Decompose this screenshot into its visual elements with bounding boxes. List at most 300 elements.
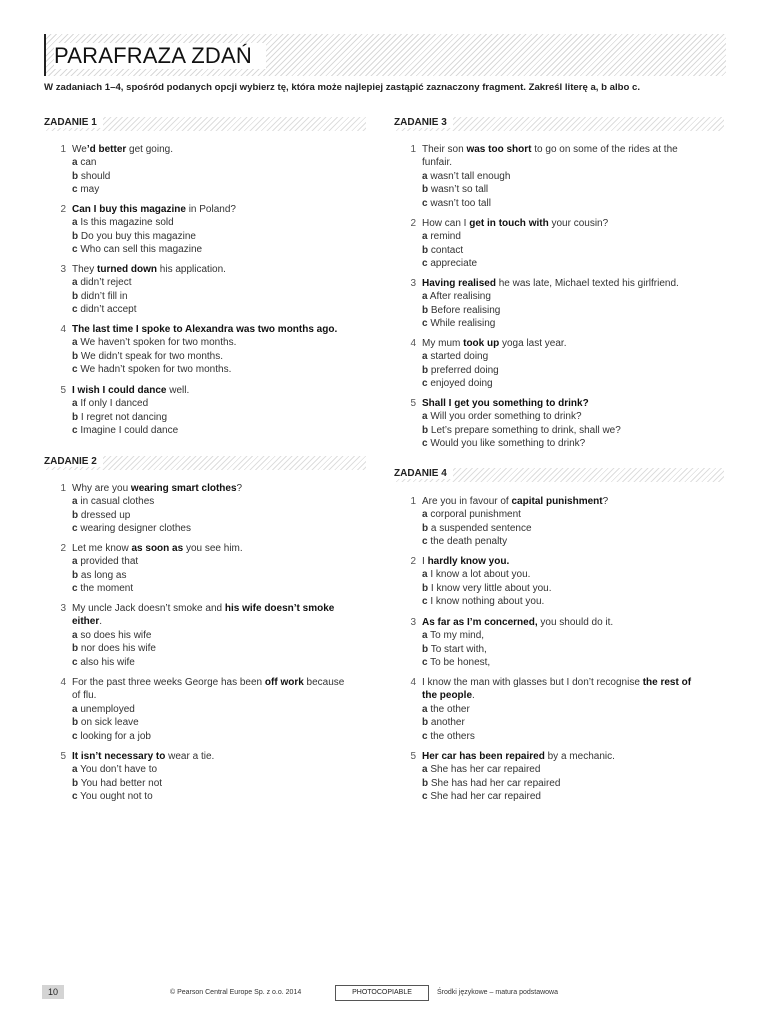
option-letter: b bbox=[422, 304, 429, 316]
question-stem bbox=[72, 482, 366, 495]
option-text: wearing designer clothes bbox=[77, 523, 191, 535]
question-body bbox=[72, 323, 366, 377]
answer-option[interactable] bbox=[72, 170, 366, 183]
answer-option[interactable] bbox=[72, 424, 366, 437]
answer-option[interactable] bbox=[422, 230, 724, 243]
question-body bbox=[72, 384, 366, 438]
answer-option[interactable] bbox=[72, 336, 366, 349]
option-letter: c bbox=[422, 258, 428, 270]
highlighted-fragment: ’d better bbox=[86, 144, 127, 155]
question-stem bbox=[422, 750, 724, 763]
option-text: didn’t fill in bbox=[78, 290, 128, 302]
highlighted-fragment: as soon as bbox=[131, 543, 184, 554]
option-text: enjoyed doing bbox=[427, 378, 493, 390]
highlighted-fragment: took up bbox=[463, 338, 500, 349]
highlighted-fragment: Shall I get you something to drink? bbox=[422, 398, 589, 409]
question-number: 5 bbox=[410, 398, 416, 409]
answer-option[interactable] bbox=[72, 276, 366, 289]
answer-option[interactable] bbox=[72, 363, 366, 376]
answer-option[interactable] bbox=[72, 303, 366, 316]
answer-option[interactable] bbox=[422, 244, 724, 257]
option-letter: c bbox=[72, 583, 78, 595]
answer-option[interactable] bbox=[422, 582, 724, 595]
answer-option[interactable] bbox=[72, 243, 366, 256]
question-body bbox=[72, 542, 366, 596]
option-letter: a bbox=[72, 337, 78, 349]
option-letter: c bbox=[72, 791, 78, 803]
section-heading-label: ZADANIE 2 bbox=[44, 456, 103, 467]
option-text: Before realising bbox=[428, 304, 501, 316]
option-text: the death penalty bbox=[427, 536, 508, 548]
option-letter: b bbox=[72, 290, 79, 302]
stem-text: We bbox=[72, 144, 87, 155]
question-stem bbox=[422, 616, 724, 629]
option-letter: c bbox=[72, 730, 78, 742]
question-stem-continued bbox=[422, 689, 724, 702]
option-letter: a bbox=[72, 703, 78, 715]
stem-text: of flu. bbox=[72, 690, 97, 702]
highlighted-fragment: It isn’t necessary to bbox=[72, 751, 166, 762]
option-text: didn’t reject bbox=[77, 277, 132, 289]
option-letter: b bbox=[422, 184, 429, 196]
answer-option[interactable] bbox=[72, 716, 366, 729]
option-text: Who can sell this magazine bbox=[77, 244, 203, 256]
option-letter: c bbox=[72, 523, 78, 535]
option-letter: c bbox=[72, 425, 78, 437]
stem-text: My uncle Jack doesn’t smoke and bbox=[72, 603, 225, 614]
highlighted-fragment: wearing smart clothes bbox=[130, 483, 237, 494]
option-letter: a bbox=[72, 496, 78, 508]
option-text: She had her car repaired bbox=[427, 791, 541, 803]
stem-text: your cousin? bbox=[548, 218, 609, 229]
option-letter: a bbox=[72, 764, 78, 776]
stem-text: you see him. bbox=[183, 543, 243, 554]
option-letter: a bbox=[422, 170, 428, 182]
option-text: remind bbox=[427, 231, 461, 243]
option-text: started doing bbox=[427, 351, 489, 363]
option-letter: a bbox=[422, 569, 428, 581]
question-number: 1 bbox=[60, 483, 66, 494]
option-letter: b bbox=[422, 777, 429, 789]
answer-option[interactable] bbox=[72, 411, 366, 424]
option-letter: c bbox=[72, 244, 78, 256]
answer-option[interactable] bbox=[72, 656, 366, 669]
stem-text: Their son bbox=[422, 144, 467, 155]
question-stem bbox=[422, 217, 724, 230]
answer-option[interactable] bbox=[72, 582, 366, 595]
question-number: 2 bbox=[60, 543, 66, 554]
question-number: 3 bbox=[60, 264, 66, 275]
photocopiable-label: PHOTOCOPIABLE bbox=[335, 985, 429, 1001]
option-letter: b bbox=[72, 777, 79, 789]
option-letter: b bbox=[422, 424, 429, 436]
option-text: as long as bbox=[78, 569, 127, 581]
question-stem bbox=[72, 384, 366, 397]
answer-option[interactable] bbox=[422, 377, 724, 390]
option-text: She has had her car repaired bbox=[428, 777, 561, 789]
answer-option[interactable] bbox=[422, 424, 724, 437]
question-stem bbox=[72, 602, 366, 615]
section-heading-label: ZADANIE 3 bbox=[394, 117, 453, 128]
option-letter: b bbox=[72, 717, 79, 729]
question-body bbox=[422, 676, 724, 743]
option-text: To my mind, bbox=[427, 630, 485, 642]
answer-option[interactable] bbox=[422, 629, 724, 642]
stem-text: his application. bbox=[157, 264, 226, 275]
question-number: 1 bbox=[410, 496, 416, 507]
question-stem bbox=[72, 542, 366, 555]
option-letter: c bbox=[422, 791, 428, 803]
option-letter: a bbox=[422, 703, 428, 715]
option-text: the others bbox=[427, 730, 475, 742]
question-stem bbox=[422, 337, 724, 350]
answer-option[interactable] bbox=[422, 364, 724, 377]
answer-option[interactable] bbox=[72, 642, 366, 655]
option-letter: c bbox=[422, 536, 428, 548]
stem-text: he was late, Michael texted his girlfriend. bbox=[495, 278, 679, 289]
option-text: I know very little about you. bbox=[428, 582, 552, 594]
highlighted-fragment: turned down bbox=[97, 264, 158, 275]
page-number: 10 bbox=[42, 985, 64, 999]
highlighted-fragment: the people bbox=[422, 690, 473, 702]
question-number: 1 bbox=[60, 144, 66, 155]
answer-option[interactable] bbox=[422, 508, 724, 521]
highlighted-fragment: off work bbox=[264, 677, 304, 688]
option-text: She has her car repaired bbox=[427, 764, 541, 776]
option-text: preferred doing bbox=[428, 364, 499, 376]
answer-option[interactable] bbox=[72, 350, 366, 363]
answer-option[interactable] bbox=[72, 495, 366, 508]
option-text: contact bbox=[428, 244, 464, 256]
option-letter: a bbox=[422, 351, 428, 363]
answer-option[interactable] bbox=[422, 595, 724, 608]
question-body bbox=[422, 616, 724, 670]
answer-option[interactable] bbox=[422, 643, 724, 656]
option-letter: a bbox=[422, 764, 428, 776]
highlighted-fragment: get in touch with bbox=[469, 218, 549, 229]
answer-option[interactable] bbox=[72, 290, 366, 303]
option-letter: c bbox=[72, 304, 78, 316]
question-stem bbox=[422, 495, 724, 508]
option-letter: a bbox=[72, 157, 78, 169]
option-letter: c bbox=[422, 730, 428, 742]
answer-option[interactable] bbox=[422, 410, 724, 423]
question-number: 5 bbox=[60, 751, 66, 762]
section-heading-label: ZADANIE 1 bbox=[44, 117, 103, 128]
option-text: Will you order something to drink? bbox=[427, 411, 582, 423]
highlighted-fragment: hardly know you. bbox=[427, 556, 510, 567]
question-body bbox=[422, 217, 724, 271]
question-number: 3 bbox=[410, 278, 416, 289]
stem-text: in Poland? bbox=[185, 204, 236, 215]
answer-option[interactable] bbox=[422, 703, 724, 716]
option-text: To start with, bbox=[428, 643, 487, 655]
option-text: After realising bbox=[427, 291, 491, 303]
stem-text: by a mechanic. bbox=[544, 751, 615, 762]
option-letter: b bbox=[72, 350, 79, 362]
option-letter: c bbox=[422, 197, 428, 209]
answer-option[interactable] bbox=[422, 197, 724, 210]
option-text: I know nothing about you. bbox=[427, 596, 545, 608]
answer-option[interactable] bbox=[422, 716, 724, 729]
question-body bbox=[422, 143, 724, 210]
option-text: We haven’t spoken for two months. bbox=[77, 337, 237, 349]
question-body bbox=[72, 676, 366, 743]
question-number: 4 bbox=[410, 338, 416, 349]
question-number: 3 bbox=[410, 617, 416, 628]
stem-text: to go on some of the rides at the bbox=[531, 144, 678, 155]
highlighted-fragment: I wish I could dance bbox=[72, 385, 167, 396]
option-text: Do you buy this magazine bbox=[78, 230, 196, 242]
option-text: the other bbox=[427, 703, 470, 715]
option-text: Is this magazine sold bbox=[77, 217, 174, 229]
question-number: 4 bbox=[410, 677, 416, 688]
instruction: W zadaniach 1–4, spośród podanych opcji wybierz tę, która może najlepiej zastąpić zaznaczony fragment. Zakreśl literę a, b albo c. bbox=[44, 82, 641, 93]
title-bar bbox=[44, 34, 726, 76]
highlighted-fragment: capital punishment bbox=[511, 496, 603, 507]
stem-text: well. bbox=[166, 385, 190, 396]
answer-option[interactable] bbox=[422, 317, 724, 330]
stem-text: ? bbox=[236, 483, 243, 494]
option-letter: b bbox=[72, 411, 79, 423]
answer-option[interactable] bbox=[422, 730, 724, 743]
option-text: in casual clothes bbox=[77, 496, 155, 508]
answer-option[interactable] bbox=[72, 629, 366, 642]
stem-text: yoga last year. bbox=[499, 338, 567, 349]
answer-option[interactable] bbox=[422, 183, 724, 196]
answer-option[interactable] bbox=[72, 397, 366, 410]
highlighted-fragment: Can I buy this magazine bbox=[72, 204, 186, 215]
question-body bbox=[422, 397, 724, 451]
answer-option[interactable] bbox=[422, 257, 724, 270]
section-heading bbox=[394, 117, 724, 131]
section-heading bbox=[44, 456, 366, 470]
option-letter: b bbox=[422, 364, 429, 376]
stem-text: Why are you bbox=[72, 483, 131, 494]
answer-option[interactable] bbox=[422, 522, 724, 535]
answer-option[interactable] bbox=[422, 535, 724, 548]
option-text: You had better not bbox=[78, 777, 163, 789]
stem-text: How can I bbox=[422, 218, 470, 229]
stem-text: . bbox=[99, 616, 103, 628]
option-text: appreciate bbox=[427, 258, 478, 270]
option-text: While realising bbox=[427, 318, 496, 330]
option-text: wasn’t too tall bbox=[427, 197, 491, 209]
answer-option[interactable] bbox=[72, 156, 366, 169]
stem-text: because bbox=[303, 677, 345, 688]
option-letter: a bbox=[422, 291, 428, 303]
answer-option[interactable] bbox=[72, 763, 366, 776]
question-body bbox=[422, 750, 724, 804]
option-text: You ought not to bbox=[77, 791, 153, 803]
question-stem bbox=[72, 143, 366, 156]
answer-option[interactable] bbox=[72, 703, 366, 716]
option-text: I know a lot about you. bbox=[427, 569, 531, 581]
answer-option[interactable] bbox=[72, 230, 366, 243]
answer-option[interactable] bbox=[72, 183, 366, 196]
highlighted-fragment: was too short bbox=[466, 144, 532, 155]
answer-option[interactable] bbox=[422, 304, 724, 317]
option-text: wasn’t tall enough bbox=[427, 170, 511, 182]
answer-option[interactable] bbox=[422, 568, 724, 581]
option-letter: c bbox=[422, 378, 428, 390]
question-body bbox=[422, 337, 724, 391]
option-text: wasn’t so tall bbox=[428, 184, 489, 196]
highlighted-fragment: either bbox=[72, 616, 100, 628]
question-stem bbox=[72, 263, 366, 276]
answer-option[interactable] bbox=[72, 730, 366, 743]
stem-text: get going. bbox=[126, 144, 173, 155]
option-letter: a bbox=[72, 629, 78, 641]
copyright: © Pearson Central Europe Sp. z o.o. 2014 bbox=[170, 989, 302, 996]
question-body bbox=[72, 203, 366, 257]
option-letter: b bbox=[422, 717, 429, 729]
question-body bbox=[72, 602, 366, 669]
option-letter: c bbox=[422, 438, 428, 450]
option-letter: a bbox=[422, 630, 428, 642]
answer-option[interactable] bbox=[72, 569, 366, 582]
question-stem bbox=[422, 676, 724, 689]
option-letter: b bbox=[422, 582, 429, 594]
answer-option[interactable] bbox=[422, 290, 724, 303]
question-stem bbox=[72, 750, 366, 763]
option-text: a suspended sentence bbox=[428, 522, 532, 534]
option-text: can bbox=[77, 157, 97, 169]
stem-text: you should do it. bbox=[537, 617, 614, 628]
option-text: If only I danced bbox=[77, 398, 149, 410]
option-letter: b bbox=[72, 230, 79, 242]
question-number: 4 bbox=[60, 677, 66, 688]
answer-option[interactable] bbox=[72, 555, 366, 568]
option-letter: b bbox=[72, 509, 79, 521]
highlighted-fragment: Having realised bbox=[422, 278, 496, 289]
option-letter: a bbox=[422, 509, 428, 521]
option-text: should bbox=[78, 170, 111, 182]
answer-option[interactable] bbox=[422, 763, 724, 776]
option-letter: b bbox=[422, 643, 429, 655]
question-stem bbox=[422, 277, 724, 290]
question-body bbox=[422, 277, 724, 331]
question-body bbox=[422, 555, 724, 609]
highlighted-fragment: the rest of bbox=[642, 677, 692, 688]
answer-option[interactable] bbox=[72, 777, 366, 790]
option-text: unemployed bbox=[77, 703, 135, 715]
question-stem bbox=[422, 397, 724, 410]
option-letter: c bbox=[72, 184, 78, 196]
option-text: may bbox=[77, 184, 100, 196]
option-text: corporal punishment bbox=[427, 509, 521, 521]
option-text: dressed up bbox=[78, 509, 131, 521]
option-text: We hadn’t spoken for two months. bbox=[77, 364, 232, 376]
section-heading bbox=[394, 468, 724, 482]
page-title: PARAFRAZA ZDAŃ bbox=[54, 43, 266, 69]
question-stem bbox=[422, 143, 724, 156]
option-text: also his wife bbox=[77, 656, 135, 668]
highlighted-fragment: As far as I’m concerned, bbox=[422, 617, 538, 628]
stem-text: My mum bbox=[422, 338, 464, 349]
option-letter: a bbox=[72, 556, 78, 568]
answer-option[interactable] bbox=[422, 350, 724, 363]
option-text: To be honest, bbox=[427, 657, 491, 669]
option-text: provided that bbox=[77, 556, 139, 568]
option-text: looking for a job bbox=[77, 730, 151, 742]
question-body bbox=[422, 495, 724, 549]
stem-text: I bbox=[422, 556, 428, 567]
option-text: on sick leave bbox=[78, 717, 139, 729]
option-letter: c bbox=[72, 364, 78, 376]
question-body bbox=[72, 263, 366, 317]
question-stem bbox=[72, 203, 366, 216]
section-heading-label: ZADANIE 4 bbox=[394, 468, 453, 479]
option-letter: b bbox=[422, 522, 429, 534]
option-text: the moment bbox=[77, 583, 134, 595]
highlighted-fragment: his wife doesn’t smoke bbox=[224, 603, 335, 614]
stem-text: funfair. bbox=[422, 157, 453, 169]
option-text: so does his wife bbox=[77, 629, 152, 641]
stem-text: ? bbox=[602, 496, 609, 507]
stem-text: Let me know bbox=[72, 543, 132, 554]
answer-option[interactable] bbox=[72, 216, 366, 229]
option-letter: c bbox=[422, 596, 428, 608]
answer-option[interactable] bbox=[72, 790, 366, 803]
stem-text: Are you in favour of bbox=[422, 496, 512, 507]
option-letter: a bbox=[72, 398, 78, 410]
question-number: 2 bbox=[60, 204, 66, 215]
question-stem bbox=[72, 676, 366, 689]
section-heading bbox=[44, 117, 366, 131]
option-text: I regret not dancing bbox=[78, 411, 168, 423]
option-letter: b bbox=[72, 569, 79, 581]
highlighted-fragment: Her car has been repaired bbox=[422, 751, 545, 762]
answer-option[interactable] bbox=[422, 656, 724, 669]
question-stem-continued bbox=[72, 689, 366, 702]
option-text: We didn’t speak for two months. bbox=[78, 350, 223, 362]
stem-text: . bbox=[472, 690, 475, 702]
option-text: nor does his wife bbox=[78, 643, 156, 655]
stem-text: For the past three weeks George has been bbox=[72, 677, 265, 688]
option-text: Let’s prepare something to drink, shall we? bbox=[428, 424, 621, 436]
answer-option[interactable] bbox=[422, 790, 724, 803]
stem-text: I know the man with glasses but I don’t recognise bbox=[422, 677, 643, 688]
option-letter: a bbox=[422, 231, 428, 243]
option-text: Would you like something to drink? bbox=[427, 438, 586, 450]
question-number: 4 bbox=[60, 324, 66, 335]
option-letter: a bbox=[72, 277, 78, 289]
option-letter: c bbox=[72, 656, 78, 668]
option-letter: a bbox=[422, 411, 428, 423]
option-text: Imagine I could dance bbox=[77, 425, 179, 437]
option-text: another bbox=[428, 717, 465, 729]
answer-option[interactable] bbox=[72, 509, 366, 522]
option-letter: b bbox=[422, 244, 429, 256]
option-letter: c bbox=[422, 657, 428, 669]
option-text: didn’t accept bbox=[77, 304, 137, 316]
question-stem-continued bbox=[72, 615, 366, 628]
question-stem bbox=[422, 555, 724, 568]
question-body bbox=[72, 750, 366, 804]
question-number: 2 bbox=[410, 556, 416, 567]
answer-option[interactable] bbox=[422, 170, 724, 183]
question-stem-continued bbox=[422, 156, 724, 169]
question-number: 1 bbox=[410, 144, 416, 155]
answer-option[interactable] bbox=[422, 777, 724, 790]
highlighted-fragment: The last time I spoke to Alexandra was two months ago. bbox=[72, 324, 338, 335]
answer-option[interactable] bbox=[72, 522, 366, 535]
answer-option[interactable] bbox=[422, 437, 724, 450]
option-letter: c bbox=[422, 318, 428, 330]
stem-text: They bbox=[72, 264, 98, 275]
option-letter: b bbox=[72, 643, 79, 655]
